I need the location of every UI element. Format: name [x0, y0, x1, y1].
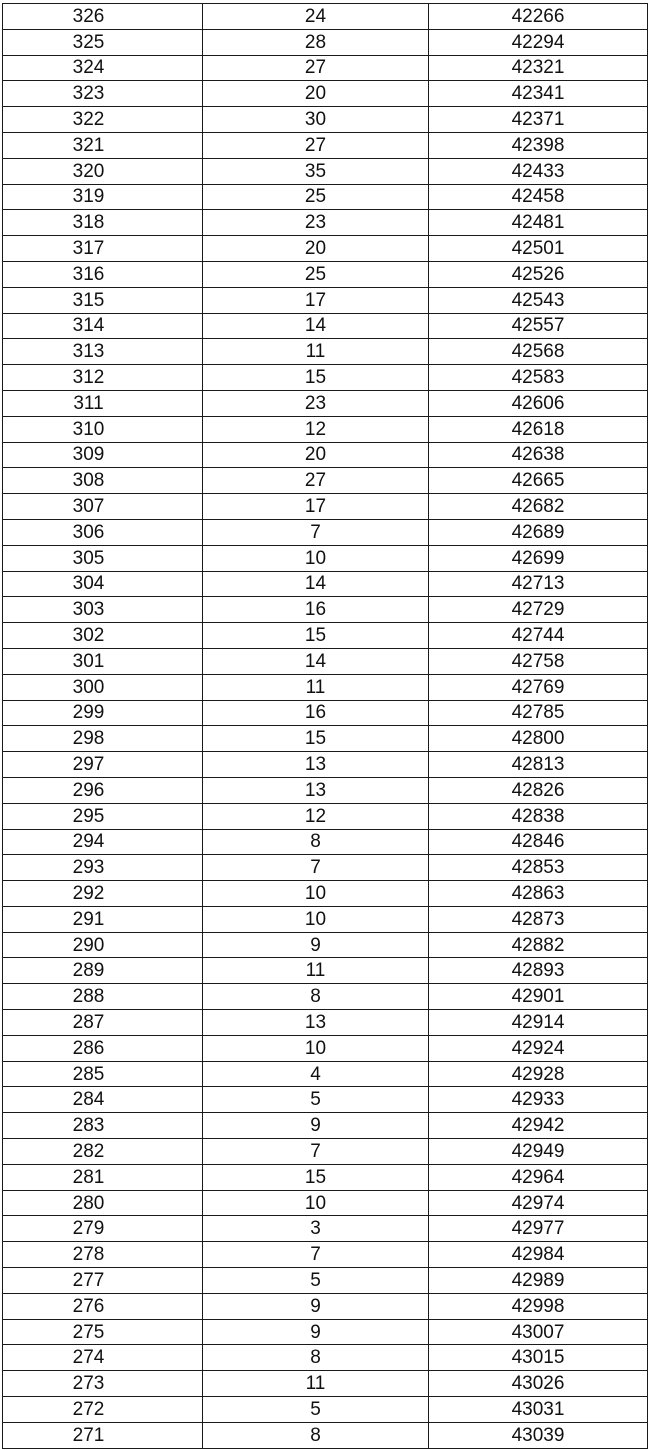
score-cell: 308 [3, 468, 203, 494]
table-row [3, 132, 648, 158]
count-cell: 10 [203, 545, 429, 571]
score-cell: 289 [3, 958, 203, 984]
count-cell: 12 [203, 803, 429, 829]
cumulative-cell: 42699 [429, 545, 648, 571]
score-cell: 291 [3, 906, 203, 932]
score-cell: 295 [3, 803, 203, 829]
score-cell: 284 [3, 1087, 203, 1113]
count-cell: 7 [203, 519, 429, 545]
cumulative-cell: 42924 [429, 1035, 648, 1061]
count-cell: 5 [203, 1087, 429, 1113]
table-row [3, 1216, 648, 1242]
count-cell: 8 [203, 984, 429, 1010]
score-cell: 321 [3, 132, 203, 158]
cumulative-cell: 42977 [429, 1216, 648, 1242]
score-cell: 309 [3, 442, 203, 468]
table-row [3, 158, 648, 184]
table-row [3, 1345, 648, 1371]
table-row [3, 623, 648, 649]
table-row [3, 984, 648, 1010]
table-row [3, 442, 648, 468]
cumulative-cell: 43015 [429, 1345, 648, 1371]
cumulative-cell: 42785 [429, 700, 648, 726]
table-row [3, 236, 648, 262]
score-cell: 307 [3, 494, 203, 520]
table-row [3, 1319, 648, 1345]
table-row [3, 1242, 648, 1268]
cumulative-cell: 42989 [429, 1268, 648, 1294]
score-cell: 305 [3, 545, 203, 571]
count-cell: 8 [203, 1422, 429, 1448]
score-table [2, 3, 648, 1449]
score-cell: 320 [3, 158, 203, 184]
table-row [3, 674, 648, 700]
score-cell: 271 [3, 1422, 203, 1448]
count-cell: 9 [203, 932, 429, 958]
count-cell: 5 [203, 1397, 429, 1423]
table-row [3, 184, 648, 210]
table-row [3, 1422, 648, 1448]
table-row [3, 416, 648, 442]
count-cell: 13 [203, 752, 429, 778]
count-cell: 9 [203, 1293, 429, 1319]
cumulative-cell: 42557 [429, 313, 648, 339]
table-row [3, 261, 648, 287]
count-cell: 7 [203, 855, 429, 881]
cumulative-cell: 42984 [429, 1242, 648, 1268]
score-cell: 319 [3, 184, 203, 210]
score-cell: 277 [3, 1268, 203, 1294]
table-row [3, 1190, 648, 1216]
count-cell: 10 [203, 881, 429, 907]
count-cell: 10 [203, 1035, 429, 1061]
count-cell: 13 [203, 777, 429, 803]
score-cell: 274 [3, 1345, 203, 1371]
score-cell: 282 [3, 1139, 203, 1165]
cumulative-cell: 42974 [429, 1190, 648, 1216]
cumulative-cell: 42949 [429, 1139, 648, 1165]
score-cell: 285 [3, 1061, 203, 1087]
count-cell: 17 [203, 287, 429, 313]
cumulative-cell: 42689 [429, 519, 648, 545]
table-row [3, 881, 648, 907]
cumulative-cell: 42846 [429, 829, 648, 855]
count-cell: 35 [203, 158, 429, 184]
count-cell: 11 [203, 1371, 429, 1397]
score-cell: 313 [3, 339, 203, 365]
score-cell: 323 [3, 81, 203, 107]
table-row [3, 545, 648, 571]
cumulative-cell: 42618 [429, 416, 648, 442]
score-cell: 279 [3, 1216, 203, 1242]
table-row [3, 1164, 648, 1190]
cumulative-cell: 42713 [429, 571, 648, 597]
table-row [3, 1113, 648, 1139]
table-row [3, 519, 648, 545]
cumulative-cell: 43039 [429, 1422, 648, 1448]
table-row [3, 752, 648, 778]
cumulative-cell: 42769 [429, 674, 648, 700]
count-cell: 20 [203, 236, 429, 262]
score-cell: 272 [3, 1397, 203, 1423]
table-row [3, 1139, 648, 1165]
cumulative-cell: 42800 [429, 726, 648, 752]
table-row [3, 726, 648, 752]
score-cell: 317 [3, 236, 203, 262]
cumulative-cell: 42914 [429, 1010, 648, 1036]
count-cell: 20 [203, 81, 429, 107]
score-cell: 278 [3, 1242, 203, 1268]
cumulative-cell: 42998 [429, 1293, 648, 1319]
table-row [3, 1035, 648, 1061]
count-cell: 3 [203, 1216, 429, 1242]
count-cell: 10 [203, 906, 429, 932]
count-cell: 7 [203, 1242, 429, 1268]
cumulative-cell: 42873 [429, 906, 648, 932]
cumulative-cell: 42341 [429, 81, 648, 107]
score-cell: 310 [3, 416, 203, 442]
table-row [3, 1397, 648, 1423]
cumulative-cell: 42744 [429, 623, 648, 649]
score-cell: 275 [3, 1319, 203, 1345]
score-cell: 306 [3, 519, 203, 545]
table-row [3, 1087, 648, 1113]
score-cell: 276 [3, 1293, 203, 1319]
count-cell: 17 [203, 494, 429, 520]
score-cell: 318 [3, 210, 203, 236]
cumulative-cell: 42398 [429, 132, 648, 158]
count-cell: 8 [203, 1345, 429, 1371]
score-cell: 292 [3, 881, 203, 907]
cumulative-cell: 42838 [429, 803, 648, 829]
cumulative-cell: 42606 [429, 390, 648, 416]
cumulative-cell: 42458 [429, 184, 648, 210]
table-row [3, 1268, 648, 1294]
table-row [3, 29, 648, 55]
cumulative-cell: 42568 [429, 339, 648, 365]
cumulative-cell: 43031 [429, 1397, 648, 1423]
count-cell: 15 [203, 1164, 429, 1190]
score-cell: 280 [3, 1190, 203, 1216]
count-cell: 16 [203, 700, 429, 726]
table-row [3, 855, 648, 881]
count-cell: 13 [203, 1010, 429, 1036]
cumulative-cell: 42481 [429, 210, 648, 236]
cumulative-cell: 42266 [429, 4, 648, 30]
table-row [3, 700, 648, 726]
table-row [3, 390, 648, 416]
score-cell: 296 [3, 777, 203, 803]
cumulative-cell: 42433 [429, 158, 648, 184]
cumulative-cell: 42933 [429, 1087, 648, 1113]
cumulative-cell: 42758 [429, 648, 648, 674]
table-row [3, 958, 648, 984]
count-cell: 8 [203, 829, 429, 855]
table-row [3, 932, 648, 958]
cumulative-cell: 42826 [429, 777, 648, 803]
score-cell: 288 [3, 984, 203, 1010]
score-cell: 301 [3, 648, 203, 674]
count-cell: 12 [203, 416, 429, 442]
score-cell: 293 [3, 855, 203, 881]
score-cell: 299 [3, 700, 203, 726]
score-cell: 312 [3, 365, 203, 391]
score-cell: 283 [3, 1113, 203, 1139]
score-cell: 281 [3, 1164, 203, 1190]
cumulative-cell: 43007 [429, 1319, 648, 1345]
count-cell: 14 [203, 648, 429, 674]
score-cell: 315 [3, 287, 203, 313]
count-cell: 16 [203, 597, 429, 623]
table-row [3, 365, 648, 391]
table-row [3, 210, 648, 236]
score-cell: 324 [3, 55, 203, 81]
cumulative-cell: 42526 [429, 261, 648, 287]
score-table-body [3, 4, 648, 1449]
cumulative-cell: 42901 [429, 984, 648, 1010]
cumulative-cell: 43026 [429, 1371, 648, 1397]
score-cell: 273 [3, 1371, 203, 1397]
count-cell: 4 [203, 1061, 429, 1087]
count-cell: 14 [203, 313, 429, 339]
table-row [3, 4, 648, 30]
count-cell: 11 [203, 958, 429, 984]
cumulative-cell: 42638 [429, 442, 648, 468]
table-row [3, 494, 648, 520]
score-cell: 303 [3, 597, 203, 623]
cumulative-cell: 42665 [429, 468, 648, 494]
count-cell: 15 [203, 365, 429, 391]
cumulative-cell: 42543 [429, 287, 648, 313]
cumulative-cell: 42321 [429, 55, 648, 81]
score-cell: 302 [3, 623, 203, 649]
cumulative-cell: 42964 [429, 1164, 648, 1190]
table-row [3, 313, 648, 339]
count-cell: 7 [203, 1139, 429, 1165]
table-row [3, 829, 648, 855]
count-cell: 25 [203, 261, 429, 287]
table-row [3, 81, 648, 107]
count-cell: 15 [203, 726, 429, 752]
count-cell: 30 [203, 107, 429, 133]
score-cell: 326 [3, 4, 203, 30]
score-cell: 322 [3, 107, 203, 133]
cumulative-cell: 42729 [429, 597, 648, 623]
count-cell: 10 [203, 1190, 429, 1216]
count-cell: 23 [203, 390, 429, 416]
table-row [3, 906, 648, 932]
cumulative-cell: 42863 [429, 881, 648, 907]
count-cell: 20 [203, 442, 429, 468]
table-row [3, 648, 648, 674]
table-row [3, 1061, 648, 1087]
cumulative-cell: 42893 [429, 958, 648, 984]
score-cell: 311 [3, 390, 203, 416]
cumulative-cell: 42682 [429, 494, 648, 520]
cumulative-cell: 42853 [429, 855, 648, 881]
table-row [3, 597, 648, 623]
table-row [3, 287, 648, 313]
cumulative-cell: 42942 [429, 1113, 648, 1139]
count-cell: 9 [203, 1319, 429, 1345]
count-cell: 25 [203, 184, 429, 210]
count-cell: 27 [203, 468, 429, 494]
count-cell: 9 [203, 1113, 429, 1139]
count-cell: 27 [203, 55, 429, 81]
score-cell: 314 [3, 313, 203, 339]
score-cell: 286 [3, 1035, 203, 1061]
count-cell: 5 [203, 1268, 429, 1294]
table-row [3, 1371, 648, 1397]
count-cell: 14 [203, 571, 429, 597]
count-cell: 11 [203, 339, 429, 365]
table-row [3, 571, 648, 597]
count-cell: 15 [203, 623, 429, 649]
count-cell: 27 [203, 132, 429, 158]
table-row [3, 107, 648, 133]
score-cell: 287 [3, 1010, 203, 1036]
count-cell: 23 [203, 210, 429, 236]
score-cell: 297 [3, 752, 203, 778]
count-cell: 24 [203, 4, 429, 30]
score-cell: 294 [3, 829, 203, 855]
table-row [3, 1293, 648, 1319]
cumulative-cell: 42294 [429, 29, 648, 55]
table-row [3, 803, 648, 829]
cumulative-cell: 42371 [429, 107, 648, 133]
score-cell: 325 [3, 29, 203, 55]
table-row [3, 1010, 648, 1036]
score-cell: 298 [3, 726, 203, 752]
score-cell: 300 [3, 674, 203, 700]
table-row [3, 468, 648, 494]
score-cell: 290 [3, 932, 203, 958]
score-cell: 304 [3, 571, 203, 597]
score-cell: 316 [3, 261, 203, 287]
cumulative-cell: 42882 [429, 932, 648, 958]
cumulative-cell: 42501 [429, 236, 648, 262]
count-cell: 11 [203, 674, 429, 700]
cumulative-cell: 42583 [429, 365, 648, 391]
count-cell: 28 [203, 29, 429, 55]
table-row [3, 777, 648, 803]
cumulative-cell: 42928 [429, 1061, 648, 1087]
cumulative-cell: 42813 [429, 752, 648, 778]
table-row [3, 339, 648, 365]
table-row [3, 55, 648, 81]
